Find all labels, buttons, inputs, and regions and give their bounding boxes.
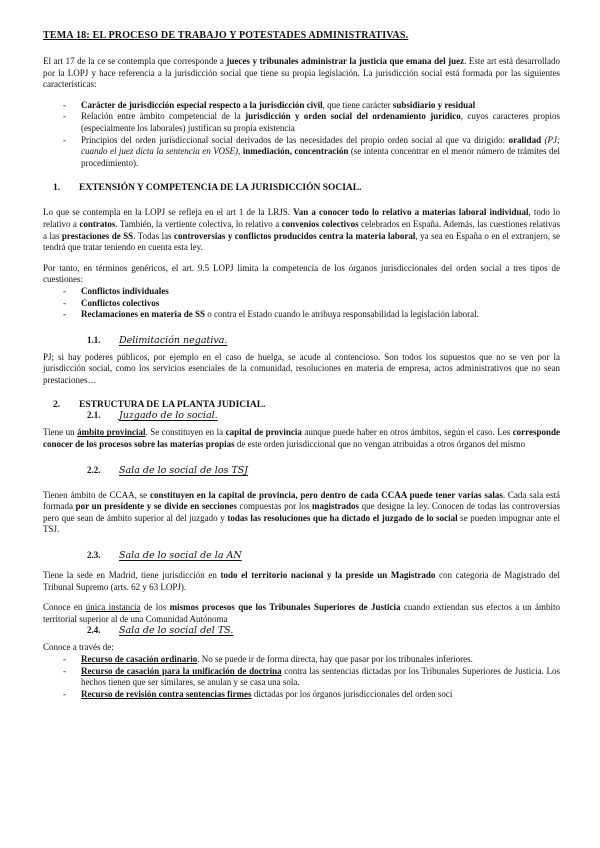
list-item: - Relación entre ámbito competencial de la jurisdicción y orden social del ordenamiento jurídico, cuyos caracteres propios (especialmente los laborales) justifican su propia existencia <box>63 111 560 134</box>
section-1-paragraph-2: Por tanto, en términos genéricos, el art. 9.5 LOPJ limita la competencia de los órganos jurisdiccionales del orden social a tres tipos de cuestiones: <box>43 262 560 285</box>
subsection-2-4-intro: Conoce a través de: <box>43 642 114 653</box>
intro-paragraph: El art 17 de la ce se contempla que corresponde a jueces y tribunales administrar la justicia que emana del juez. Este art está desarrollado por la LOPJ y hace referencia a la jurisdicción social que tiene su propia legislación. La jurisdicción social está formada por las siguientes características: <box>43 56 561 90</box>
section-2-heading: 2. ESTRUCTURA DE LA PLANTA JUDICIAL . <box>53 400 266 411</box>
question-types-list <box>63 286 560 321</box>
subsection-1-1-paragraph: PJ; si hay poderes públicos, por ejemplo en el caso de huelga, se acude al contencioso. Son todos los supuestos que no se ven por la jurisdicción social, como los servicios esenciales de la comunidad, resoluciones en materia de empresa, actos administrativos que no sean prestaciones… <box>43 351 560 385</box>
section-1-paragraph: Lo que se contempla en la LOPJ se refleja en el art 1 de la LRJS. Van a conocer todo lo relativo a materias laboral individual, todo lo relativo a contratos. También, la vertiente colectiva, lo relativo a convenios colectivos celebrados en España. Además, las cuestiones relativas a las prestaciones de SS. Todas las controversias y conflictos producidos centra la materia laboral, ya sea en España o en el extranjero, se tendrá que tratar teniendo en cuenta esta ley. <box>43 207 561 253</box>
appeals-list <box>63 654 560 700</box>
list-item: - Principios del orden jurisdiccional social derivados de las necesidades del propio orden social al que va dirigido: oralidad (PJ; cuando el juez dicta la sentencia en VOSE), inmediación, concentración (se intenta concentrar en el menor número de trámites del procedimiento). <box>63 135 560 170</box>
subsection-2-2-heading: 2.2. Sala de lo social de los TSJ <box>87 464 249 476</box>
section-1-heading: 1. EXTENSIÓN Y COMPETENCIA DE LA JURISDICCIÓN SOCIAL . <box>53 183 362 194</box>
subsection-2-3-paragraph: Tiene la sede en Madrid, tiene jurisdicción en todo el territorio nacional y la preside un Magistrado con categoría de Magistrado del Tribunal Supremo (arts. 62 y 63 LOPJ). <box>43 570 561 592</box>
features-list <box>63 100 560 170</box>
list-item: - Recurso de revisión contra sentencias firmes dictadas por los órganos jurisdiccionales del orden soci <box>63 689 560 701</box>
subsection-2-3-heading: 2.3. Sala de lo social de la AN <box>87 550 242 562</box>
list-item: - Carácter de jurisdicción especial respecto a la jurisdicción civil, que tiene carácter subsidiario y residual <box>63 100 560 112</box>
list-item: - Reclamaciones en materia de SS o contra el Estado cuando le atribuya responsabilidad la legislación laboral. <box>63 309 560 321</box>
list-item: - Recurso de casación ordinario. No se puede ir de forma directa, hay que pasar por los tribunales inferiores. <box>63 654 560 666</box>
subsection-2-2-paragraph: Tienen ámbito de CCAA, se constituyen en la capital de provincia, pero dentro de cada CCAA puede tener varias salas. Cada sala está formada por un presidente y se divide en secciones compuestas por los magistrados que designe la ley. Conocen de todas las controversias pero que sean de ámbito superior al del juzgado y todas las resoluciones que ha dictado el juzgado de lo social se pueden impugnar ante el TSJ. <box>43 489 560 535</box>
subsection-2-3-paragraph-2: Conoce en única instancia de los mismos procesos que los Tribunales Superiores de Justicia cuando extiendan sus efectos a un ámbito territorial superior al de una Comunidad Autónoma <box>43 602 560 624</box>
list-item: - Conflictos colectivos <box>63 298 560 310</box>
subsection-2-4-heading: 2.4. Sala de lo social del TS. <box>87 625 234 637</box>
list-item: - Recurso de casación para la unificación de doctrina contra las sentencias dictadas por los Tribunales Superiores de Justicia. Los hechos tienen que ser similares, se anulan y se casa una sola. <box>63 666 560 689</box>
subsection-2-1-heading: 2.1. Juzgado de lo social. <box>87 410 218 422</box>
subsection-2-1-paragraph: Tiene un ámbito provincial. Se constituyen en la capital de provincia aunque puede haber en otros ámbitos, según el caso. Les corresponde conocer de los procesos sobre las materias propias de este orden jurisdiccional que no vengan atribuidas a otros órganos del mismo <box>43 427 561 450</box>
subsection-1-1-heading: 1.1. Delimitación negativa. <box>87 334 228 346</box>
list-item: - Conflictos individuales <box>63 286 560 298</box>
document-title: TEMA 18: EL PROCESO DE TRABAJO Y POTESTADES ADMINISTRATIVAS. <box>43 30 409 41</box>
